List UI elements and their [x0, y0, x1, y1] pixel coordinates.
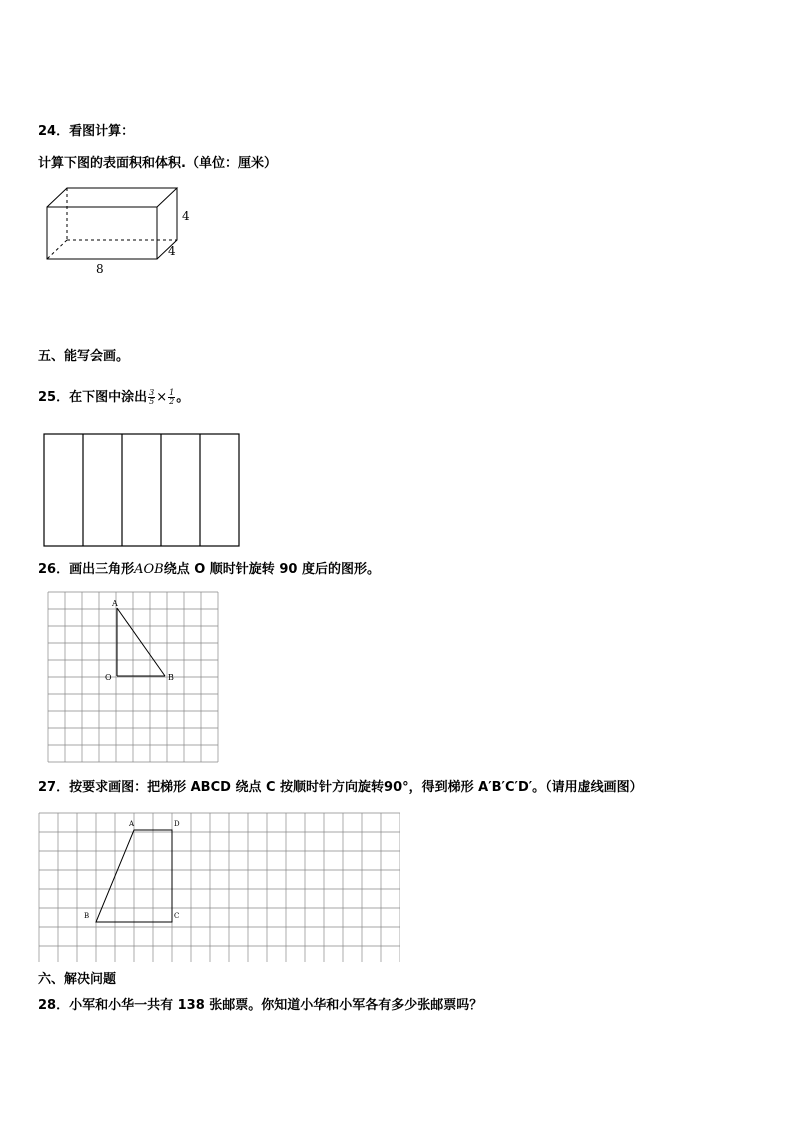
times-sign: ×: [156, 390, 168, 405]
q26-line: 26．画出三角形AOB绕点 O 顺时针旋转 90 度后的图形。: [38, 562, 380, 577]
fraction-3-5: $\frac{3}{5}$: [149, 388, 155, 406]
label-length: 8: [96, 262, 104, 276]
triangle-name: AOB: [134, 562, 164, 577]
q27-text: 27．按要求画图：把梯形 ABCD 绕点 C 按顺时针方向旋转90°，得到梯形 A′B′C′D′。（请用虚线画图）: [38, 780, 643, 795]
grid-trapezoid-abcd: [38, 812, 400, 962]
trap-d-label: D: [174, 820, 180, 828]
q28-text: 28．小军和小华一共有 138 张邮票。你知道小华和小军各有多少张邮票吗？: [38, 998, 483, 1013]
q25-line: 25．在下图中涂出 $\frac{3}{5}$ × $\frac{1}{2}$ 。: [38, 388, 190, 406]
q24-prompt: 计算下图的表面积和体积.（单位：厘米）: [38, 156, 277, 171]
grid-triangle-aob: [47, 591, 219, 763]
trap-b-label: B: [84, 912, 90, 920]
label-depth: 4: [168, 244, 176, 258]
fraction-1-2: $\frac{1}{2}$: [169, 388, 175, 406]
point-o-label: O: [105, 673, 112, 682]
section6-title: 六、解决问题: [38, 972, 117, 987]
trap-c-label: C: [174, 912, 180, 920]
label-height: 4: [182, 209, 190, 223]
q25-prefix: 25．在下图中涂出: [38, 390, 148, 405]
cuboid-figure: [40, 185, 200, 280]
trap-a-label: A: [129, 820, 135, 828]
q24-heading: 24．看图计算：: [38, 124, 135, 139]
point-b-label: B: [168, 673, 174, 682]
shading-rectangle: [43, 433, 243, 548]
point-a-label: A: [112, 599, 118, 608]
section5-title: 五、能写会画。: [38, 349, 130, 364]
